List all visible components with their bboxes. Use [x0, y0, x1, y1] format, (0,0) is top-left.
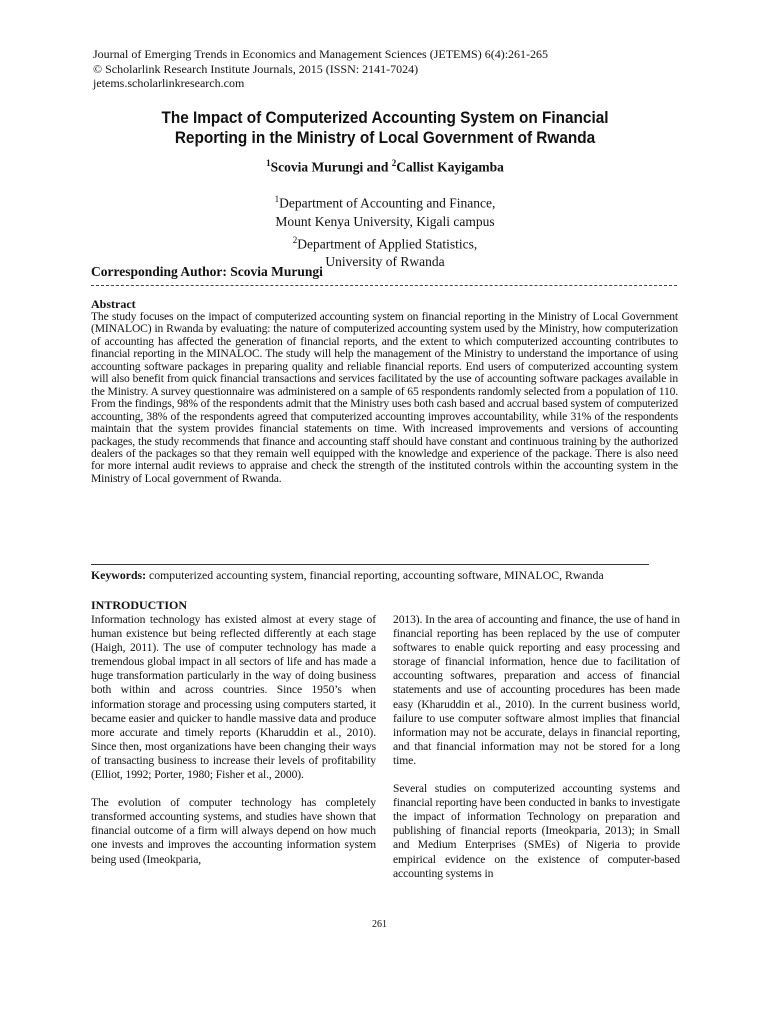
keywords-list: computerized accounting system, financial reporting, accounting software, MINALOC, Rwanda: [146, 568, 604, 582]
journal-header: [93, 47, 653, 91]
corresponding-author: Corresponding Author: Scovia Murungi: [91, 264, 323, 279]
paper-title: [111, 108, 660, 148]
author-2-marker: 2: [391, 158, 397, 168]
abstract-heading: Abstract: [91, 297, 136, 311]
abstract-text: The study focuses on the impact of computerized accounting system on financial reporting in the Ministry of Local Government (MINALOC) in Rwanda by evaluating: the nature of computerized accounting system used by the Ministry, how computerization of accounting has affected the generation of financial reports, and the extent to which computerized accounting contributes to financial reporting in the MINALOC. The study will help the management of the Ministry to understand the importance of using accounting software packages in preparing quality and reliable financial reports. End users of computerized accounting system will also benefit from quick financial transactions and services facilitated by the use of accounting software packages available in the Ministry. A survey questionnaire was administered on a sample of 65 respondents randomly selected from a population of 110. From the findings, 98% of the respondents admit that the Ministry uses both cash based and accrual based system of computerized accounting, 38% of the respondents agreed that computerized accounting improves accountability, while 31% of the respondents maintain that the system provides financial statements on time. With increased improvements and versions of accounting packages, the study recommends that finance and accounting staff should have constant and continuous training by the authorized dealers of the packages so that they remain well equipped with the knowledge and experience of the package. There is also need for more internal audit reviews to appraise and check the strength of the instituted controls within the accounting system in the Ministry of Local government of Rwanda.: [91, 310, 678, 485]
author-1-marker: 1: [266, 158, 271, 168]
author-list: [90, 158, 680, 176]
journal-website: jetems.scholarlinkresearch.com: [93, 76, 245, 90]
affiliation-2-marker: 2: [292, 234, 298, 245]
intro-paragraph-4: Several studies on computerized accounting systems and financial reporting have been conducted in banks to investigate the impact of information Technology on preparation and publishing of financial reports (Imeokparia, 2013); in Small and Medium Enterprises (SMEs) of Nigeria to provide empirical evidence on the existence of computer-based accounting systems in: [393, 782, 680, 880]
keywords-label: Keywords:: [91, 568, 147, 582]
intro-paragraph-3: 2013). In the area of accounting and finance, the use of hand in financial reporting has been replaced by the use of computer softwares to enable quick reporting and easy processing and storage of financial information, hence due to facilitation of accounting softwares, preparation and access of financial statements and use of accounting procedures has been made easy (Kharuddin et al., 2010). In the current business world, failure to use computer software almost implies that financial information may not be accurate, delays in financial reporting, and that financial information may not be stored for a long time.: [393, 613, 680, 767]
left-column: [91, 613, 376, 881]
affiliation-1-marker: 1: [274, 194, 280, 204]
right-column: [393, 613, 680, 895]
affiliations: [90, 190, 680, 271]
paper-title-line-2: Reporting in the Ministry of Local Government of Rwanda: [174, 129, 596, 147]
affiliation-1-institution: Mount Kenya University, Kigali campus: [275, 213, 495, 229]
keywords: [91, 568, 681, 583]
page-number: 261: [372, 919, 387, 930]
dashed-separator: [91, 285, 677, 286]
affiliation-1-department: $^1$Department of Accounting and Finance,: [274, 194, 496, 211]
author-1-name: Scovia Murungi and: [270, 159, 392, 175]
affiliation-2-institution: University of Rwanda: [325, 254, 445, 269]
intro-paragraph-1: Information technology has existed almost at every stage of human existence but being reflected differently at each stage (Haigh, 2011). The use of computer technology has made a tremendous global impact in all sectors of life and has made a huge transformation particularly in the way of doing business both within and across countries. Since 1950’s when information storage and processing using computers started, it became easier and quicker to handle massive data and produce more accurate and timely reports (Kharuddin et al., 2010). Since then, most organizations have been changing their ways of transacting business to increase their levels of profitability (Elliot, 1992; Porter, 1980; Fisher et al., 2000).: [91, 613, 376, 782]
paper-title-line-1: The Impact of Computerized Accounting System on Financial: [161, 109, 609, 127]
keywords-rule: [91, 564, 649, 565]
journal-citation: Journal of Emerging Trends in Economics and Management Sciences (JETEMS) 6(4):261-265: [93, 47, 549, 61]
intro-paragraph-2: The evolution of computer technology has completely transformed accounting systems, and studies have shown that financial outcome of a firm will always depend on how much one invests and improves the accounting information system being used (Imeokparia,: [91, 796, 376, 866]
author-2-name: Callist Kayigamba: [396, 159, 504, 175]
introduction-heading: INTRODUCTION: [91, 598, 188, 612]
affiliation-2-department: $^2$Department of Applied Statistics,: [292, 234, 478, 251]
journal-copyright: © Scholarlink Research Institute Journals, 2015 (ISSN: 2141-7024): [93, 61, 419, 76]
